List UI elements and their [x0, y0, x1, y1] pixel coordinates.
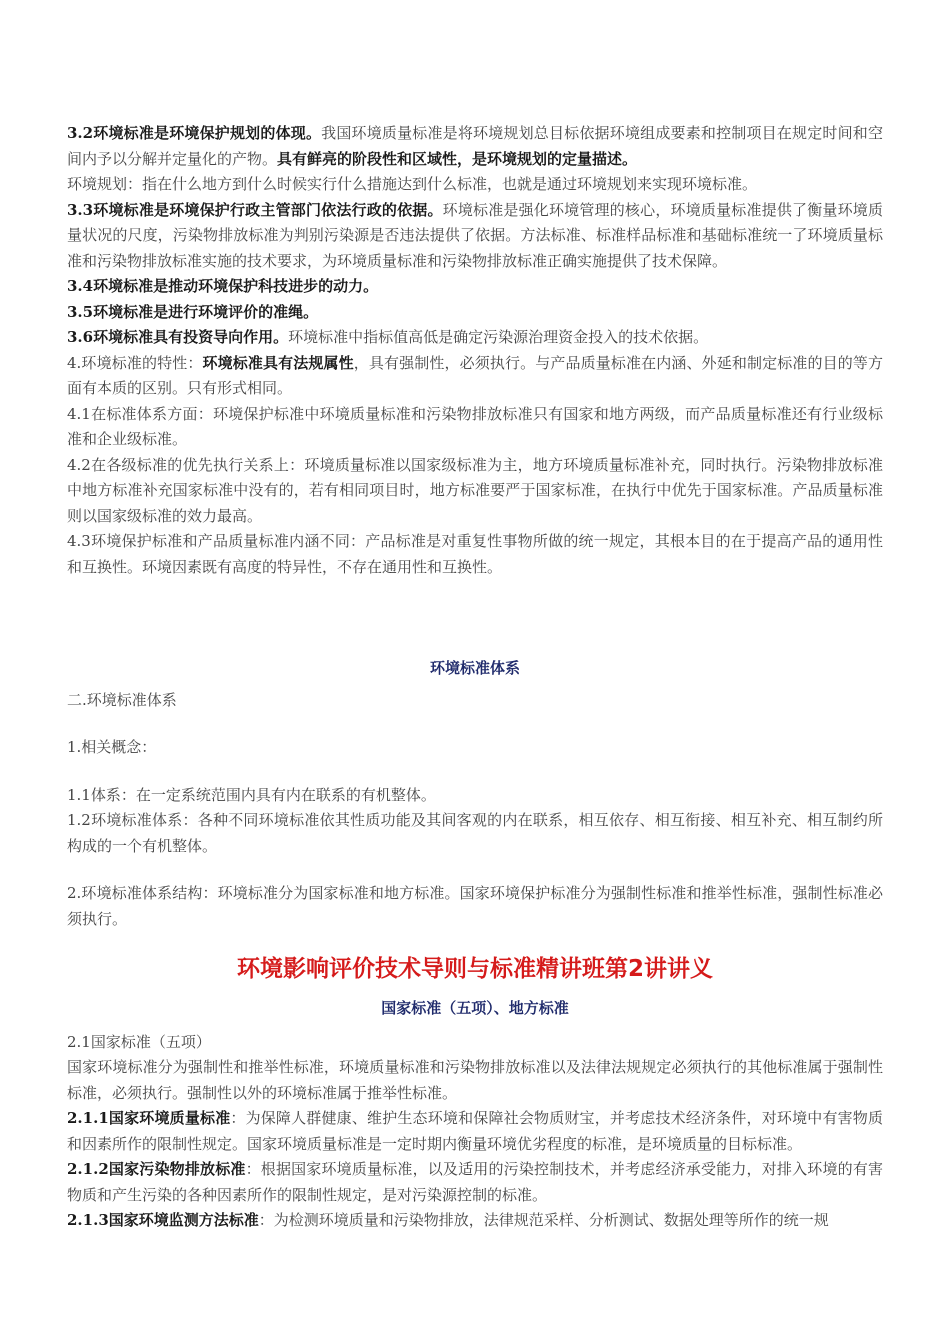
related-concepts: 1.相关概念：	[67, 738, 157, 756]
paragraph-2-1-2-text: ：根据国家环境质量标准，以及适用的污染控制技术，并考虑经济承受能力，对排入环境的有害物质和产生污染的各种因素所作的限制性规定，是对污染源控制的标准。	[67, 1160, 883, 1204]
paragraph-planning: 环境规划：指在什么地方到什么时候实行什么措施达到什么标准，也就是通过环境规划来实现环境标准。	[67, 175, 758, 193]
paragraph-4-3: 4.3环境保护标准和产品质量标准内涵不同：产品标准是对重复性事物所做的统一规定，其根本目的在于提高产品的通用性和互换性。环境因素既有高度的特异性，不存在通用性和互换性。	[67, 532, 883, 576]
paragraph-2-1-3	[67, 1208, 883, 1234]
heading-two: 二.环境标准体系	[67, 690, 177, 709]
paragraph-3-6	[67, 325, 883, 351]
lecture-title: 环境影响评价技术导则与标准精讲班第2讲讲义	[236, 956, 713, 982]
paragraph-4	[67, 351, 883, 402]
definition-1-1: 1.1体系：在一定系统范围内具有内在联系的有机整体。	[67, 785, 436, 804]
paragraph-2-1-1-bold: 2.1.1国家环境质量标准	[67, 1109, 231, 1127]
paragraph-2-1-1	[67, 1106, 883, 1157]
document-page	[67, 121, 883, 1234]
paragraph-2-1: 2.1国家标准（五项）	[67, 1032, 211, 1051]
spacer	[67, 984, 883, 996]
paragraph-2-1-3-text: ：为检测环境质量和污染物排放，法律规范采样、分析测试、数据处理等所作的统一规	[258, 1211, 829, 1229]
spacer	[67, 859, 883, 881]
spacer	[67, 761, 883, 783]
paragraph-4-text2: ，具有强制性，必须执行。与产品质量标准在内涵、外延和制定标准的目的等方面有本质的区别。只有形式相同。	[67, 353, 883, 397]
paragraph-3-3-text: 环境标准是强化环境管理的核心，环境质量标准提供了衡量环境质量状况的尺度，污染物排放标准为判别污染源是否违法提供了依据。方法标准、标准样品标准和基础标准统一了环境质量标准和污染物排放标准实施的技术要求，为环境质量标准和污染物排放标准正确实施提供了技术保障。	[67, 200, 883, 270]
paragraph-3-2-text: 我国环境质量标准是将环境规划总目标依据环境组成要素和控制项目在规定时间和空间内予以分解并定量化的产物。	[67, 124, 883, 168]
paragraph-3-6-text: 环境标准中指标值高低是确定污染源治理资金投入的技术依据。	[288, 328, 709, 346]
paragraph-2-1-2-bold: 2.1.2国家污染物排放标准	[67, 1160, 246, 1178]
paragraph-4-text1: 4.环境标准的特性：	[67, 353, 203, 372]
paragraph-2-1-2	[67, 1157, 883, 1208]
paragraph-4-2: 4.2在各级标准的优先执行关系上：环境质量标准以国家级标准为主，地方环境质量标准补充，同时执行。污染物排放标准中地方标准补充国家标准中没有的，若有相同项目时，地方标准要严于国家标准，在执行中优先于国家标准。产品质量标准则以国家级标准的效力最高。	[67, 455, 883, 525]
structure-paragraph: 2.环境标准体系结构：环境标准分为国家标准和地方标准。国家环境保护标准分为强制性标准和推举性标准，强制性标准必须执行。	[67, 884, 883, 928]
section-title-national-local: 国家标准（五项）、地方标准	[381, 999, 569, 1017]
spacer	[67, 932, 883, 954]
spacer	[67, 580, 883, 656]
paragraph-3-2-bold: 3.2环境标准是环境保护规划的体现。	[67, 124, 322, 142]
spacer	[67, 1022, 883, 1030]
paragraph-3-2	[67, 121, 883, 172]
definition-1-2: 1.2环境标准体系：各种不同环境标准依其性质功能及其间客观的内在联系，相互依存、相互衔接、相互补充、相互制约所构成的一个有机整体。	[67, 811, 883, 855]
paragraph-2-1-text: 国家环境标准分为强制性和推举性标准，环境质量标准和污染物排放标准以及法律法规规定必须执行的其他标准属于强制性标准，必须执行。强制性以外的环境标准属于推举性标准。	[67, 1058, 883, 1102]
paragraph-4-bold: 环境标准具有法规属性	[202, 353, 354, 372]
spacer	[67, 713, 883, 735]
paragraph-2-1-1-text: ：为保障人群健康、维护生态环境和保障社会物质财宝，并考虑技术经济条件，对环境中有害物质和因素所作的限制性规定。国家环境质量标准是一定时期内衡量环境优劣程度的标准，是环境质量的目标标准。	[67, 1109, 883, 1153]
paragraph-4-1: 4.1在标准体系方面：环境保护标准中环境质量标准和污染物排放标准只有国家和地方两级，而产品质量标准还有行业级标准和企业级标准。	[67, 404, 883, 448]
section-title-standard-system: 环境标准体系	[429, 659, 520, 677]
paragraph-3-6-bold: 3.6环境标准具有投资导向作用。	[67, 328, 289, 346]
paragraph-2-1-3-bold: 2.1.3国家环境监测方法标准	[67, 1211, 259, 1229]
paragraph-3-4: 3.4环境标准是推动环境保护科技进步的动力。	[67, 277, 379, 295]
paragraph-3-3	[67, 198, 883, 275]
paragraph-3-2-bold2: 具有鲜亮的阶段性和区域性，是环境规划的定量描述。	[277, 149, 638, 168]
paragraph-3-3-bold: 3.3环境标准是环境保护行政主管部门依法行政的依据。	[67, 200, 443, 219]
paragraph-3-5: 3.5环境标准是进行环境评价的准绳。	[67, 302, 319, 321]
